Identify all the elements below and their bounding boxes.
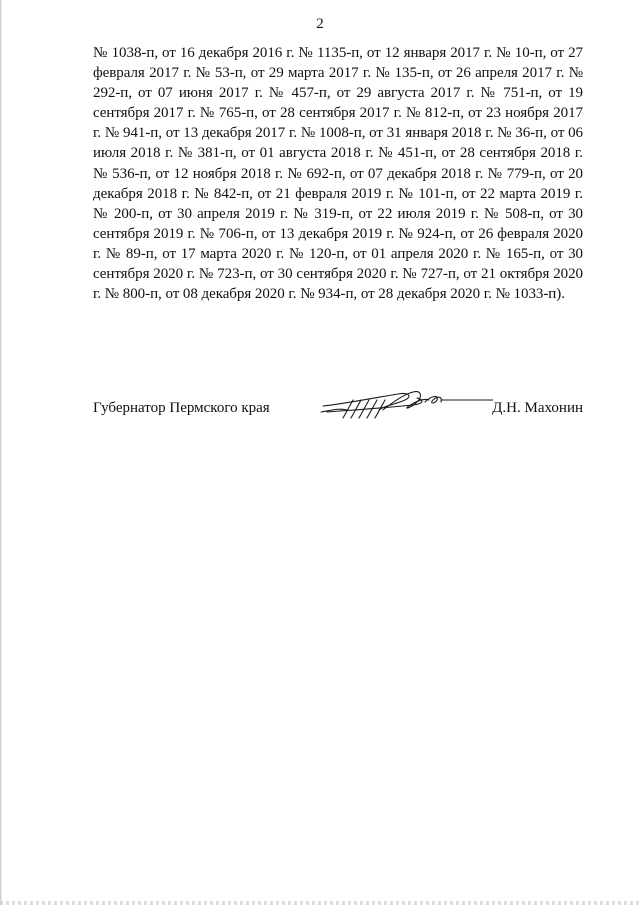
signature-block: [93, 400, 583, 440]
body-paragraph: № 1038-п, от 16 декабря 2016 г. № 1135-п, от 12 января 2017 г. № 10-п, от 27 февраля 2017 г. № 53-п, от 29 марта 2017 г. № 135-п, от 26 апреля 2017 г. № 292-п, от 07 июня 2017 г. № 457-п, от 29 августа 2017 г. № 751-п, от 19 сентября 2017 г. № 765-п, от 28 сентября 2017 г. № 812-п, от 23 ноября 2017 г. № 941-п, от 13 декабря 2017 г. № 1008-п, от 31 января 2018 г. № 36-п, от 06 июля 2018 г. № 381-п, от 01 августа 2018 г. № 451-п, от 28 сентября 2018 г. № 536-п, от 12 ноября 2018 г. № 692-п, от 07 декабря 2018 г. № 779-п, от 20 декабря 2018 г. № 842-п, от 21 февраля 2019 г. № 101-п, от 22 марта 2019 г. № 200-п, от 30 апреля 2019 г. № 319-п, от 22 июля 2019 г. № 508-п, от 30 сентября 2019 г. № 706-п, от 13 декабря 2019 г. № 924-п, от 26 февраля 2020 г. № 89-п, от 17 марта 2020 г. № 120-п, от 01 апреля 2020 г. № 165-п, от 30 сентября 2020 г. № 723-п, от 30 сентября 2020 г. № 727-п, от 21 октября 2020 г. № 800-п, от 08 декабря 2020 г. № 934-п, от 28 декабря 2020 г. № 1033-п).: [93, 45, 583, 303]
signer-name: Д.Н. Махонин: [492, 400, 583, 416]
handwritten-signature: [313, 388, 493, 428]
scan-bottom-edge: [0, 901, 640, 905]
scan-left-edge: [0, 0, 2, 905]
signer-position: Губернатор Пермского края: [93, 400, 270, 416]
page-number: 2: [316, 16, 324, 32]
